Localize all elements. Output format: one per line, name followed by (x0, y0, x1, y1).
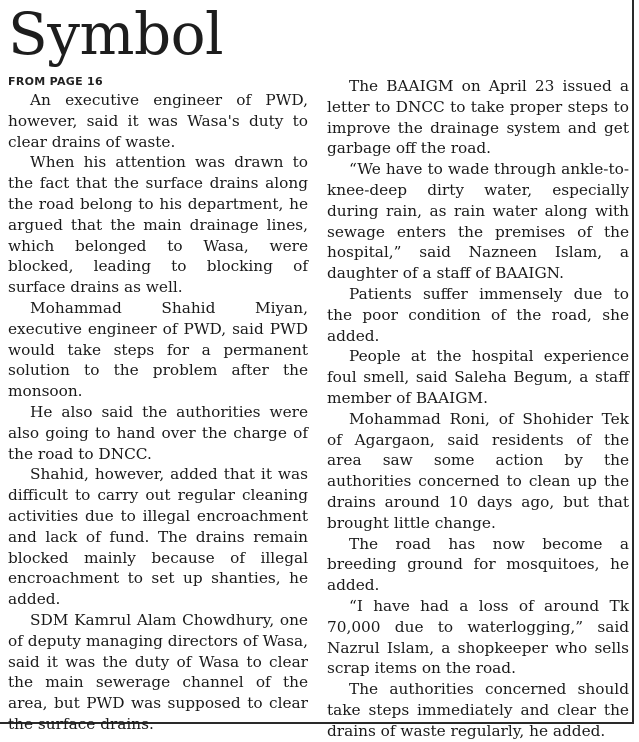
paragraph: “I have had a loss of around Tk 70,000 due to waterlogging,” said Nazrul Islam, a shopkeeper who sells scrap items on the road. (327, 596, 629, 678)
left-column (8, 73, 308, 735)
right-column (327, 76, 629, 742)
paragraph: Patients suffer immensely due to the poor condition of the road, she added. (327, 284, 629, 345)
paragraph: Mohammad Roni, of Shohider Tek of Agargaon, said residents of the area saw some action by the authorities concerned to clean up the drains around 10 days ago, but that brought little change. (327, 409, 629, 532)
paragraph: Shahid, however, added that it was difficult to carry out regular cleaning activities due to illegal encroachment and lack of fund. The drains remain blocked mainly because of illegal encroachment to set up shanties, he added. (8, 465, 308, 609)
paragraph: When his attention was drawn to the fact that the surface drains along the road belong to his department, he argued that the main drainage lines, which belonged to Wasa, were blocked, leading to blocking of surface drains as well. (8, 153, 308, 297)
paragraph: The BAAIGM on April 23 issued a letter to DNCC to take proper steps to improve the drainage system and get garbage off the road. (327, 77, 629, 158)
paragraph: He also said the authorities were also going to hand over the charge of the road to DNCC. (8, 402, 308, 463)
paragraph: The authorities concerned should take steps immediately and clear the drains of waste regularly, he added. (327, 680, 629, 740)
paragraph: SDM Kamrul Alam Chowdhury, one of deputy managing directors of Wasa, said it was the duty of Wasa to clear the main sewerage channel of the area, but PWD was supposed to clear the surface drains. (8, 610, 308, 733)
paragraph: Mohammad Shahid Miyan, executive engineer of PWD, said PWD would take steps for a permanent solution to the problem after the monsoon. (8, 298, 308, 401)
paragraph: People at the hospital experience foul smell, said Saleha Begum, a staff member of BAAIGM. (327, 347, 629, 407)
jump-line: FROM PAGE 16 (8, 75, 103, 88)
paragraph: An executive engineer of PWD, however, said it was Wasa's duty to clear drains of waste. (8, 91, 308, 151)
paragraph: The road has now become a breeding ground for mosquitoes, he added. (327, 534, 629, 595)
paragraph: “We have to wade through ankle-to-knee-deep dirty water, especially during rain, as rain water along with sewage enters the premises of the hospital,” said Nazneen Islam, a daughter of a staff of BAAIGN. (327, 160, 629, 283)
headline: Symbol (8, 0, 224, 68)
